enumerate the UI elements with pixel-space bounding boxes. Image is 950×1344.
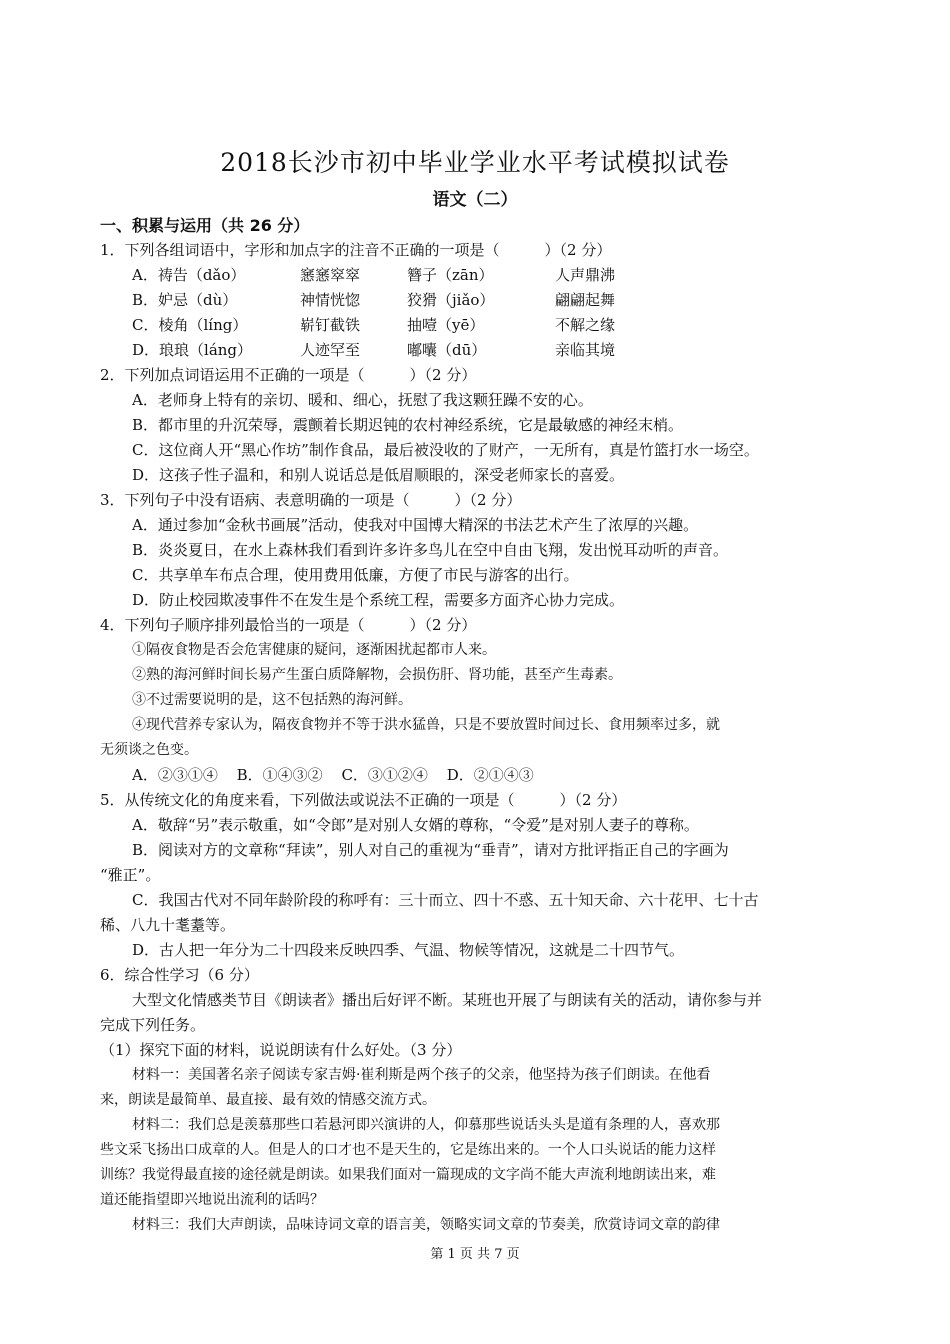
option-cell: 狡猾（jiǎo） bbox=[407, 291, 495, 309]
material-3: 材料三：我们大声朗读，品味诗词文章的语言美，领略实词文章的节奏美，欣赏诗词文章的韵律 bbox=[132, 1217, 720, 1233]
question-1-stem: 1．下列各组词语中，字形和加点字的注音不正确的一项是（ ）（2 分） bbox=[100, 241, 612, 259]
question-4-sentence-3: ③不过需要说明的是，这不包括熟的海河鲜。 bbox=[132, 692, 412, 708]
question-2-option-c: C．这位商人开“黑心作坊”制作食品，最后被没收的了财产，一无所有，真是竹篮打水一场空。 bbox=[132, 441, 759, 459]
material-1-cont: 来，朗读是最简单、最直接、最有效的情感交流方式。 bbox=[100, 1092, 436, 1108]
question-5-option-c-cont: 稀、八九十耄耋等。 bbox=[100, 916, 236, 934]
question-4-options bbox=[100, 763, 845, 788]
material-1: 材料一：美国著名亲子阅读专家吉姆·崔利斯是两个孩子的父亲，他坚持为孩子们朗读。在他看 bbox=[132, 1067, 711, 1083]
question-5-option-b: B．阅读对方的文章称“拜读”，别人对自己的重视为“垂青”，请对方批评指正自己的字画为 bbox=[132, 841, 729, 859]
question-5-option-a: A．敬辞“另”表示敬重，如“令郎”是对别人女婿的尊称，“令爱”是对别人妻子的尊称。 bbox=[132, 816, 699, 834]
exam-content bbox=[100, 213, 845, 1238]
question-3-option-a: A．通过参加“金秋书画展”活动，使我对中国博大精深的书法艺术产生了浓厚的兴趣。 bbox=[132, 516, 699, 534]
option-cell: B．妒忌（dù） bbox=[132, 291, 238, 309]
question-6-intro: 大型文化情感类节目《朗读者》播出后好评不断。某班也开展了与朗读有关的活动，请你参与并 bbox=[132, 991, 763, 1009]
option-cell: C．棱角（líng） bbox=[132, 316, 248, 334]
question-4-sentence-4: ④现代营养专家认为，隔夜食物并不等于洪水猛兽，只是不要放置时间过长、食用频率过多，就 bbox=[132, 717, 720, 733]
option-c: C．③①②④ bbox=[341, 766, 428, 784]
question-6-intro-cont: 完成下列任务。 bbox=[100, 1016, 206, 1034]
question-2-option-d: D．这孩子性子温和，和别人说话总是低眉顺眼的，深受老师家长的喜爱。 bbox=[132, 466, 625, 484]
question-3-stem: 3．下列句子中没有语病、表意明确的一项是（ ）（2 分） bbox=[100, 491, 522, 509]
page-number: 第 1 页 共 7 页 bbox=[430, 1247, 520, 1262]
question-3-option-b: B．炎炎夏日，在水上森林我们看到许多许多鸟儿在空中自由飞翔，发出悦耳动听的声音。 bbox=[132, 541, 729, 559]
option-cell: D．琅琅（láng） bbox=[132, 341, 253, 359]
option-cell: 崭钉截铁 bbox=[300, 316, 361, 334]
question-1-row-a bbox=[100, 263, 845, 288]
question-6-sub-1: （1）探究下面的材料，说说朗读有什么好处。（3 分） bbox=[100, 1041, 462, 1059]
option-cell: 人迹罕至 bbox=[300, 341, 361, 359]
question-4-sentence-4-cont: 无须谈之色变。 bbox=[100, 742, 198, 758]
exam-subtitle: 语文（二） bbox=[432, 190, 518, 210]
option-cell: 抽噎（yē） bbox=[407, 316, 485, 334]
question-3-option-c: C．共享单车布点合理，使用费用低廉，方便了市民与游客的出行。 bbox=[132, 566, 579, 584]
question-6-stem: 6．综合性学习（6 分） bbox=[100, 966, 259, 984]
question-5-option-c: C．我国古代对不同年龄阶段的称呼有：三十而立、四十不惑、五十知天命、六十花甲、七十古 bbox=[132, 891, 759, 909]
option-b: B．①④③② bbox=[236, 766, 323, 784]
option-cell: 窸窸窣窣 bbox=[300, 266, 361, 284]
option-cell: 神情恍惚 bbox=[300, 291, 361, 309]
option-cell: 翩翩起舞 bbox=[555, 291, 616, 309]
material-2-cont: 道还能指望即兴地说出流利的话吗？ bbox=[100, 1192, 324, 1208]
question-4-stem: 4．下列句子顺序排列最恰当的一项是（ ）（2 分） bbox=[100, 616, 477, 634]
question-5-option-d: D．古人把一年分为二十四段来反映四季、气温、物候等情况，这就是二十四节气。 bbox=[132, 941, 685, 959]
question-2-option-a: A．老师身上特有的亲切、暖和、细心，抚慰了我这颗狂躁不安的心。 bbox=[132, 391, 593, 409]
exam-title: 2018长沙市初中毕业学业水平考试模拟试卷 bbox=[220, 148, 730, 177]
question-4-sentence-2: ②熟的海河鲜时间长易产生蛋白质降解物，会损伤肝、肾功能，甚至产生毒素。 bbox=[132, 667, 622, 683]
material-2-cont: 训练？我觉得最直接的途径就是朗读。如果我们面对一篇现成的文字尚不能大声流利地朗读出来，难 bbox=[100, 1167, 716, 1183]
option-a: A．②③①④ bbox=[132, 766, 218, 784]
material-2: 材料二：我们总是羡慕那些口若悬河即兴演讲的人，仰慕那些说话头头是道有条理的人，喜欢那 bbox=[132, 1117, 720, 1133]
question-2-option-b: B．都市里的升沉荣辱，震颤着长期迟钝的农村神经系统，它是最敏感的神经末梢。 bbox=[132, 416, 684, 434]
option-d: D．②①④③ bbox=[446, 766, 534, 784]
option-cell: 嘟囔（dū） bbox=[407, 341, 487, 359]
question-1-row-b bbox=[100, 288, 845, 313]
question-3-option-d: D．防止校园欺凌事件不在发生是个系统工程，需要多方面齐心协力完成。 bbox=[132, 591, 625, 609]
material-2-cont: 些文采飞扬出口成章的人。但是人的口才也不是天生的，它是练出来的。一个人口头说话的能力这样 bbox=[100, 1142, 716, 1158]
question-1-row-c bbox=[100, 313, 845, 338]
question-5-option-b-cont: “雅正”。 bbox=[100, 866, 161, 884]
option-cell: 人声鼎沸 bbox=[555, 266, 616, 284]
section-heading: 一、积累与运用（共 26 分） bbox=[100, 216, 310, 235]
question-4-sentence-1: ①隔夜食物是否会危害健康的疑问，逐渐困扰起都市人来。 bbox=[132, 642, 496, 658]
option-cell: A．祷告（dǎo） bbox=[132, 266, 246, 284]
question-2-stem: 2．下列加点词语运用不正确的一项是（ ）（2 分） bbox=[100, 366, 477, 384]
question-5-stem: 5．从传统文化的角度来看，下列做法或说法不正确的一项是（ ）（2 分） bbox=[100, 791, 627, 809]
question-1-row-d bbox=[100, 338, 845, 363]
option-cell: 簪子（zān） bbox=[407, 266, 494, 284]
option-cell: 亲临其境 bbox=[555, 341, 616, 359]
option-cell: 不解之缘 bbox=[555, 316, 616, 334]
